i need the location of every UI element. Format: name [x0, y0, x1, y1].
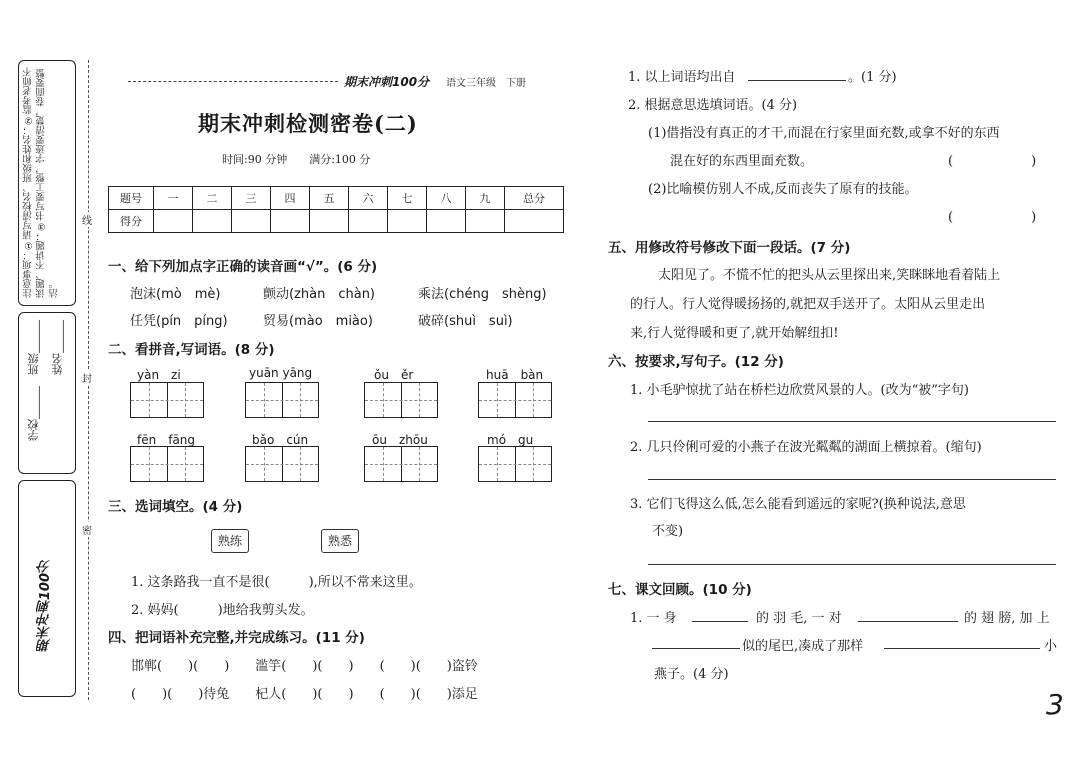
name-line: 姓名______ [51, 320, 64, 375]
answer-line[interactable] [858, 621, 958, 622]
writing-grid[interactable] [245, 382, 319, 418]
meaning-1b: 混在好的东西里面充数。 [670, 154, 814, 169]
section-7-heading: 七、课文回顾。(10 分) [608, 582, 752, 598]
meaning-1a: (1)借指没有真正的才干,而混在行家里面充数,或拿不好的东西 [648, 126, 1000, 141]
recall-text: 的 翅 膀, 加 上 [964, 611, 1050, 626]
school-class-line: 学校______ 班级______ [27, 320, 40, 441]
score-input-cell[interactable] [310, 210, 349, 233]
table-cell: 二 [193, 187, 232, 210]
score-input-cell[interactable] [271, 210, 310, 233]
recall-text: 小 [1044, 639, 1058, 654]
table-cell: 四 [271, 187, 310, 210]
seal-mark-top: 线 [82, 212, 92, 227]
writing-grid[interactable] [245, 446, 319, 482]
pinyin-label: yuān yāng [249, 366, 313, 380]
brand-logo: 期末冲刺100分 [38, 560, 53, 653]
pinyin-label: bǎo cún [252, 433, 309, 447]
answer-line[interactable] [748, 80, 846, 81]
header-dashed-rule [128, 81, 338, 82]
table-cell: 得分 [109, 210, 154, 233]
table-cell: 总分 [505, 187, 564, 210]
score-input-cell[interactable] [388, 210, 427, 233]
header-series: 期末冲刺100分 [344, 75, 430, 89]
fill-question: 1. 这条路我一直不是很( ),所以不常来这里。 [131, 575, 422, 590]
pronunciation-item[interactable]: 泡沫(mò mè) [130, 287, 221, 302]
recall-text: 似的尾巴,凑成了那样 [742, 639, 864, 654]
table-cell: 五 [310, 187, 349, 210]
answer-line[interactable] [692, 621, 748, 622]
score-input-cell[interactable] [349, 210, 388, 233]
recall-text: 1. 一 身 [630, 611, 677, 626]
pronunciation-item[interactable]: 任凭(pín píng) [130, 314, 228, 329]
pronunciation-item[interactable]: 贸易(mào miào) [263, 314, 373, 329]
score-input-cell[interactable] [505, 210, 564, 233]
sentence-question: 2. 几只伶俐可爱的小燕子在波光粼粼的湖面上横掠着。(缩句) [630, 440, 982, 455]
score-table-header-row [109, 187, 564, 210]
score-input-cell[interactable] [427, 210, 466, 233]
sentence-question: 3. 它们飞得这么低,怎么能看到遥远的家呢?(换种说法,意思 [630, 497, 966, 512]
passage-line: 的行人。行人觉得暖扬扬的,就把双手送开了。太阳从云里走出 [630, 297, 986, 312]
recall-text: 的 羽 毛, 一 对 [756, 611, 842, 626]
idiom-question-1-tail: 。(1 分) [848, 70, 897, 85]
score-input-cell[interactable] [154, 210, 193, 233]
pronunciation-item[interactable]: 颤动(zhàn chàn) [263, 287, 376, 302]
table-cell: 六 [349, 187, 388, 210]
notes-text: 注意事项：①请写清校名、班级和姓名；②监考老师不读题、不讲题；③书写要工整，字迹要清楚，卷面要整洁。 [23, 67, 60, 298]
table-cell: 三 [232, 187, 271, 210]
writing-grid[interactable] [130, 382, 204, 418]
table-cell: 一 [154, 187, 193, 210]
pinyin-label: ōu zhōu [372, 433, 428, 447]
idiom-question-1: 1. 以上词语均出自 [628, 70, 736, 85]
recall-text: 燕子。(4 分) [654, 667, 729, 682]
writing-grid[interactable] [364, 446, 438, 482]
answer-line[interactable] [652, 648, 740, 649]
writing-grid[interactable] [478, 382, 552, 418]
page-title: 期末冲刺检测密卷(二) [198, 111, 418, 136]
seal-mark-bottom: 密 [82, 522, 92, 537]
answer-line[interactable] [884, 648, 1040, 649]
pinyin-label: yàn zi [137, 368, 181, 382]
answer-line[interactable] [648, 564, 1056, 565]
idiom-question-2: 2. 根据意思选填词语。(4 分) [628, 98, 798, 113]
word-choice-box: 熟练 [211, 529, 249, 553]
pinyin-label: fēn fāng [137, 433, 196, 447]
pinyin-label: mó gu [487, 433, 534, 447]
passage-line: 太阳见了。不慌不忙的把头从云里探出来,笑眯眯地看着陆上 [658, 268, 1001, 283]
idiom-row: 邯郸( )( ) 滥竽( )( ) ( )( )盗铃 [131, 659, 478, 674]
section-6-heading: 六、按要求,写句子。(12 分) [608, 354, 784, 370]
answer-line[interactable] [648, 479, 1056, 480]
answer-line[interactable] [648, 421, 1056, 422]
pinyin-label: ǒu ěr [374, 368, 414, 382]
pronunciation-item[interactable]: 乘法(chéng shèng) [418, 287, 547, 302]
table-cell: 九 [466, 187, 505, 210]
writing-grid[interactable] [364, 382, 438, 418]
score-input-cell[interactable] [466, 210, 505, 233]
answer-paren[interactable]: ( ) [948, 210, 1037, 225]
score-input-cell[interactable] [232, 210, 271, 233]
table-cell: 题号 [109, 187, 154, 210]
score-table-score-row [109, 210, 564, 233]
score-input-cell[interactable] [193, 210, 232, 233]
table-cell: 七 [388, 187, 427, 210]
section-3-heading: 三、选词填空。(4 分) [108, 499, 243, 515]
idiom-row: ( )( )待兔 杞人( )( ) ( )( )添足 [131, 687, 478, 702]
pinyin-label: huā bàn [486, 368, 544, 382]
section-2-heading: 二、看拼音,写词语。(8 分) [108, 342, 275, 358]
answer-paren[interactable]: ( ) [948, 154, 1037, 169]
passage-line: 来,行人觉得暖和更了,就开始解纽扣! [630, 326, 839, 341]
exam-meta: 时间:90 分钟 满分:100 分 [222, 153, 371, 166]
section-4-heading: 四、把词语补充完整,并完成练习。(11 分) [108, 630, 365, 646]
table-cell: 八 [427, 187, 466, 210]
sentence-question: 1. 小毛驴惊扰了站在桥栏边欣赏风景的人。(改为“被”字句) [630, 383, 969, 398]
writing-grid[interactable] [478, 446, 552, 482]
seal-mark-mid: 封 [82, 370, 92, 385]
word-choice-box: 熟悉 [321, 529, 359, 553]
sentence-question-cont: 不变) [652, 524, 684, 539]
fill-question: 2. 妈妈( )地给我剪头发。 [131, 603, 314, 618]
pronunciation-item[interactable]: 破碎(shuì suì) [418, 314, 513, 329]
meaning-2: (2)比喻模仿别人不成,反而丧失了原有的技能。 [648, 182, 918, 197]
section-5-heading: 五、用修改符号修改下面一段话。(7 分) [608, 240, 851, 256]
header-grade: 语文三年级 下册 [446, 78, 526, 89]
writing-grid[interactable] [130, 446, 204, 482]
score-table [108, 186, 564, 233]
section-1-heading: 一、给下列加点字正确的读音画“√”。(6 分) [108, 259, 378, 275]
page-number: 3 [1046, 688, 1064, 721]
